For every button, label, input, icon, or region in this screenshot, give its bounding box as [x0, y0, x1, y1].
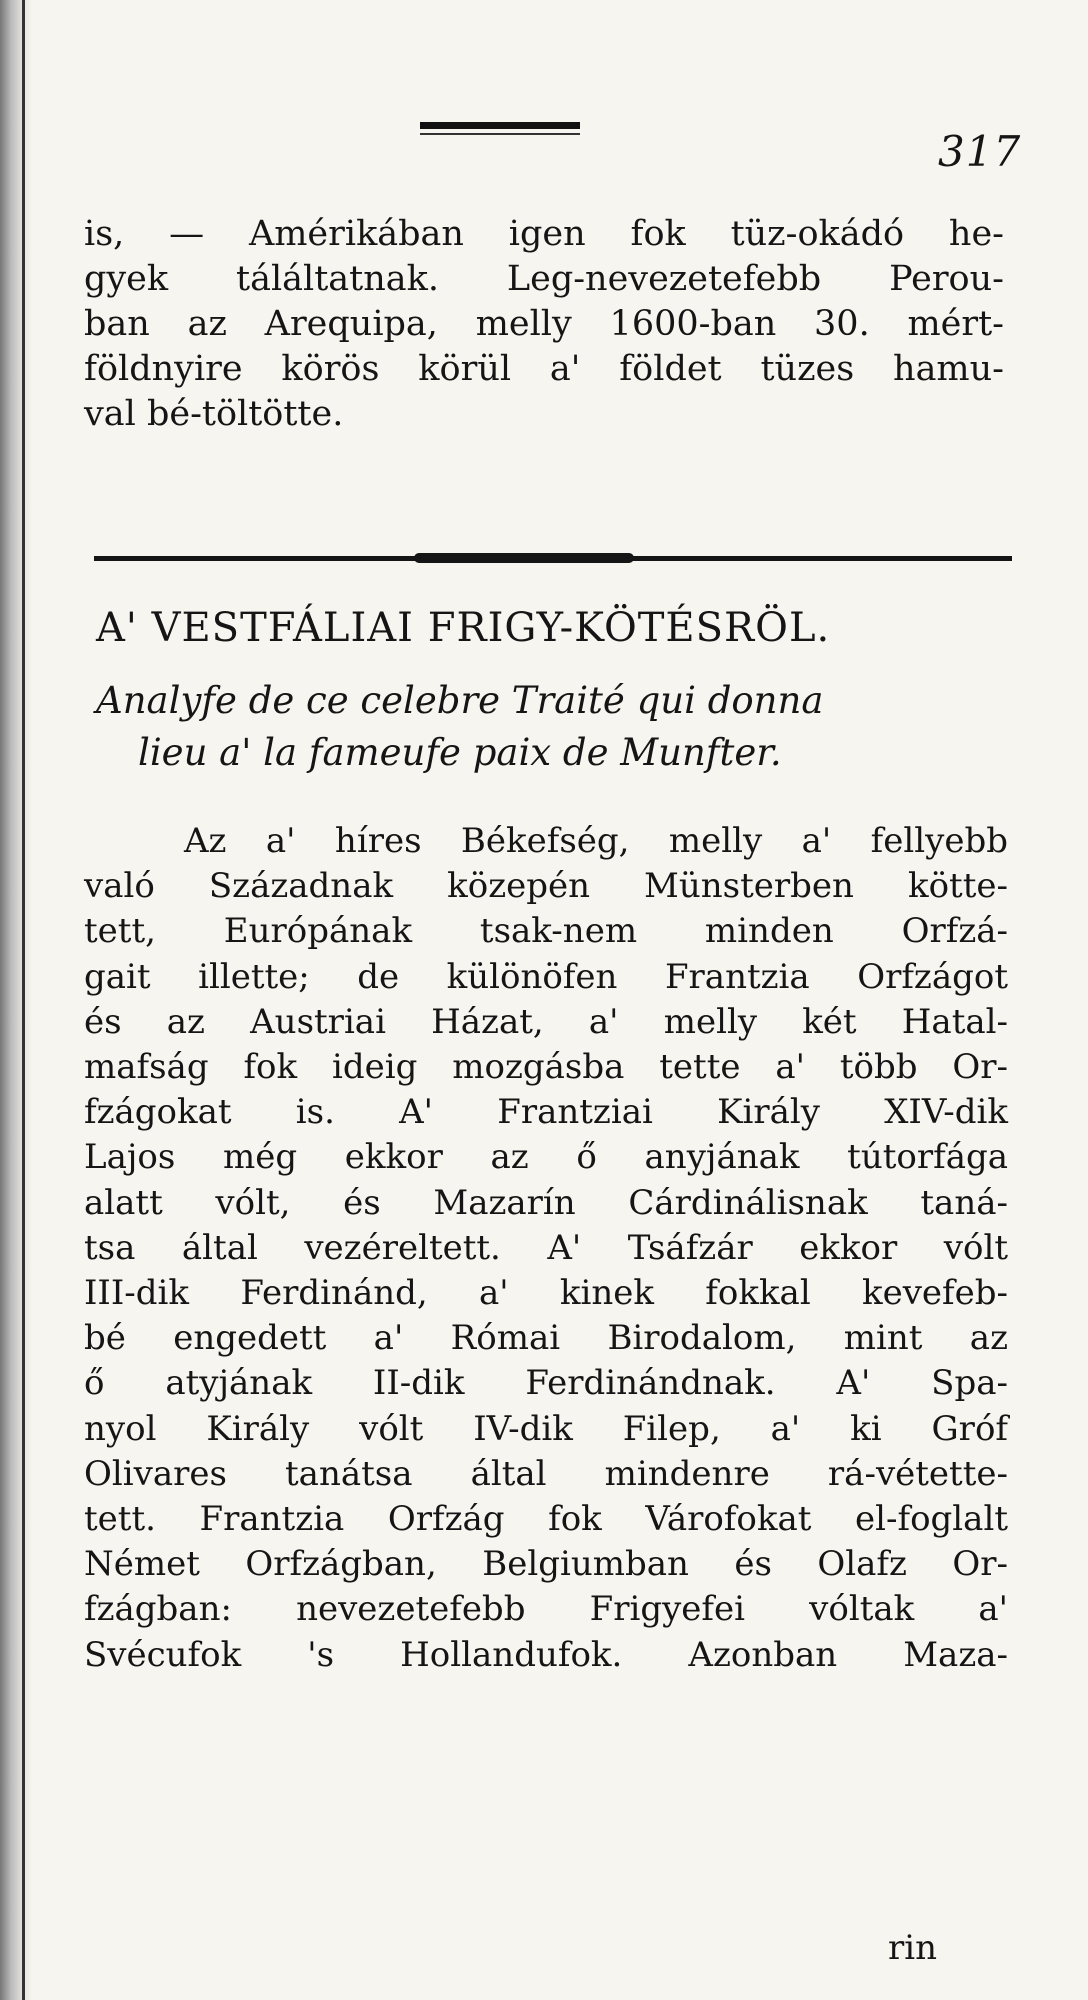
paragraph-main-line: Svécufok 's Hollandufok. Azonban Maza-	[84, 1634, 1008, 1675]
book-spine-shadow	[0, 0, 32, 2000]
paragraph-top-line: gyek táláltatnak. Leg-nevezetefebb Perou-	[84, 259, 1004, 299]
paragraph-main-line: tsa által vezéreltett. A' Tsáfzár ekkor vólt	[84, 1227, 1008, 1268]
section-divider-swell	[414, 553, 634, 563]
paragraph-main-line: tett, Európának tsak-nem minden Orfzá-	[84, 911, 1008, 952]
catchword: rin	[888, 1928, 938, 1968]
paragraph-main-line: ő atyjának II-dik Ferdinándnak. A' Spa-	[84, 1363, 1008, 1404]
paragraph-main-line: nyol Király vólt IV-dik Filep, a' ki Gróf	[84, 1408, 1008, 1449]
paragraph-main-line: tett. Frantzia Orfzág fok Várofokat el-foglalt	[84, 1499, 1008, 1540]
paragraph-main-line: mafság fok ideig mozgásba tette a' több Or-	[84, 1047, 1008, 1088]
paragraph-top-line: földnyire körös körül a' földet tüzes hamu-	[84, 349, 1004, 389]
paragraph-main-line: bé engedett a' Római Birodalom, mint az	[84, 1318, 1008, 1359]
header-rule-thin	[420, 133, 580, 135]
header-ornamental-rule	[420, 122, 580, 138]
paragraph-main-line: Olivares tanátsa által mindenre rá-vétette-	[84, 1453, 1008, 1494]
paragraph-top-line: ban az Arequipa, melly 1600-ban 30. mért-	[84, 304, 1004, 344]
paragraph-main-line: gait illette; de különöfen Frantzia Orfzágot	[84, 956, 1008, 997]
paragraph-main-line: III-dik Ferdinánd, a' kinek fokkal kevefeb-	[84, 1273, 1008, 1314]
subtitle-line: Analyfe de ce celebre Traité qui donna	[96, 679, 824, 722]
paragraph-top-line: is, — Amérikában igen fok tüz-okádó he-	[84, 214, 1004, 254]
paragraph-main	[84, 819, 1008, 1678]
paragraph-main-line: Német Orfzágban, Belgiumban és Olafz Or-	[84, 1544, 1008, 1585]
paragraph-main-line: való Századnak közepén Münsterben kötte-	[84, 866, 1008, 907]
paragraph-main-line: fzágban: nevezetefebb Frigyefei vóltak a'	[84, 1589, 1008, 1630]
paragraph-main-line: fzágokat is. A' Frantziai Király XIV-dik	[84, 1092, 1008, 1133]
paragraph-main-line: Lajos még ekkor az ő anyjának tútorfága	[84, 1137, 1008, 1178]
section-subtitle	[96, 675, 1008, 779]
paragraph-top	[84, 212, 1004, 437]
subtitle-line: lieu a' la fameufe paix de Munfter.	[138, 731, 782, 774]
page-number: 317	[938, 127, 1022, 176]
paragraph-main-line: alatt vólt, és Mazarín Cárdinálisnak taná-	[84, 1182, 1008, 1223]
section-divider-rule	[94, 553, 1012, 565]
book-spine-edge	[22, 0, 25, 2000]
section-title: A' VESTFÁLIAI FRIGY-KÖTÉSRÖL.	[96, 605, 831, 651]
paragraph-main-line: Az a' híres Békefség, melly a' fellyebb	[184, 821, 1008, 861]
paragraph-top-line: val bé-töltötte.	[84, 394, 344, 434]
header-rule-thick	[420, 122, 580, 129]
paragraph-main-line: és az Austriai Házat, a' melly két Hatal-	[84, 1001, 1008, 1042]
